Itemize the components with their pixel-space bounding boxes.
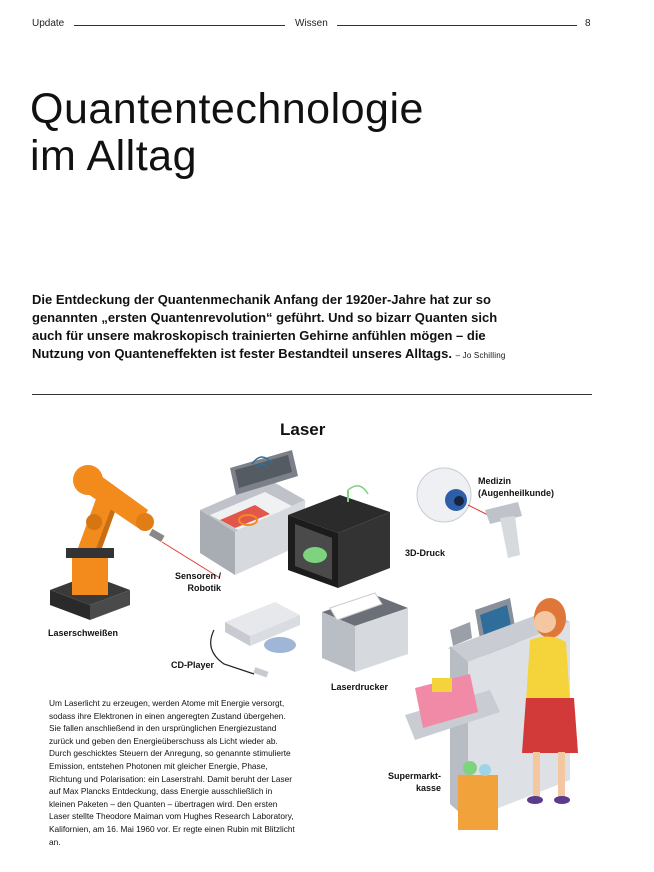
robot-arm-illustration (50, 465, 220, 620)
checkout-illustration (405, 598, 578, 830)
label-laser-printer: Laserdrucker (331, 682, 389, 692)
label-medicine-line-1: Medizin (478, 476, 511, 486)
header-rule-right (337, 25, 577, 26)
page-title (30, 86, 424, 180)
body-text: Um Laserlicht zu erzeugen, werden Atome mit Energie versorgt, sodass ihre Elektronen in einen angeregten Zustand übergehen. Sie fallen anschließend in den ursprünglichen Energiezustand zurück und geben den Energieüberschuss als Licht wieder ab. Durch geschicktes Steuern der Anregung, so genannte stimulierte Emission, entstehen Photonen mit gleicher Energie, Phase, Richtung und Polarisation: ein Laserstrahl. Damit beruht der Laser auf Max Plancks Entdeckung, dass Energie ausschließlich in kleinen Paketen – den Quanten – übertragen wird. Den ersten Laser stellte Theodore Maiman vom Hughes Research Laboratory, Kalifornien, am 16. Mai 1960 vor. Er regte einen Rubin mit Blitzlicht an. (49, 698, 295, 847)
label-welding: Laserschweißen (48, 628, 119, 638)
title-line-1: Quantentechnologie (30, 85, 424, 133)
header-section: Update (32, 18, 65, 29)
label-cd-player: CD-Player (171, 660, 215, 670)
section-divider (32, 394, 592, 395)
lead-text: Die Entdeckung der Quantenmechanik Anfang der 1920er-Jahre hat zur so genannten „ersten Quantenrevolution“ geführt. Und so bizarr Quanten sich auch für unsere makroskopisch trainierten Gehirne anfühlen mögen – die Nutzung von Quanteneffekten ist fester Bestandteil unseres Alltags. (32, 292, 498, 361)
label-checkout-line-2: kasse (415, 783, 441, 793)
title-line-2: im Alltag (30, 132, 198, 180)
page-number: 8 (585, 18, 591, 29)
lead-paragraph (32, 291, 522, 365)
label-checkout-line-1: Supermarkt- (387, 771, 441, 781)
label-sensors-line-2: Robotik (187, 583, 221, 593)
header-category: Wissen (295, 18, 328, 29)
label-sensors-line-1: Sensoren / (174, 571, 221, 581)
author-credit: – Jo Schilling (455, 351, 506, 360)
label-medicine-line-2: (Augenheilkunde) (478, 488, 554, 498)
label-checkout (381, 770, 441, 794)
label-3d-printing: 3D-Druck (405, 548, 446, 558)
running-header (32, 17, 592, 33)
header-rule-left (74, 25, 285, 26)
label-medicine (478, 475, 554, 499)
section-title: Laser (280, 420, 326, 439)
label-sensors (167, 570, 221, 594)
cd-player-illustration (211, 602, 300, 678)
